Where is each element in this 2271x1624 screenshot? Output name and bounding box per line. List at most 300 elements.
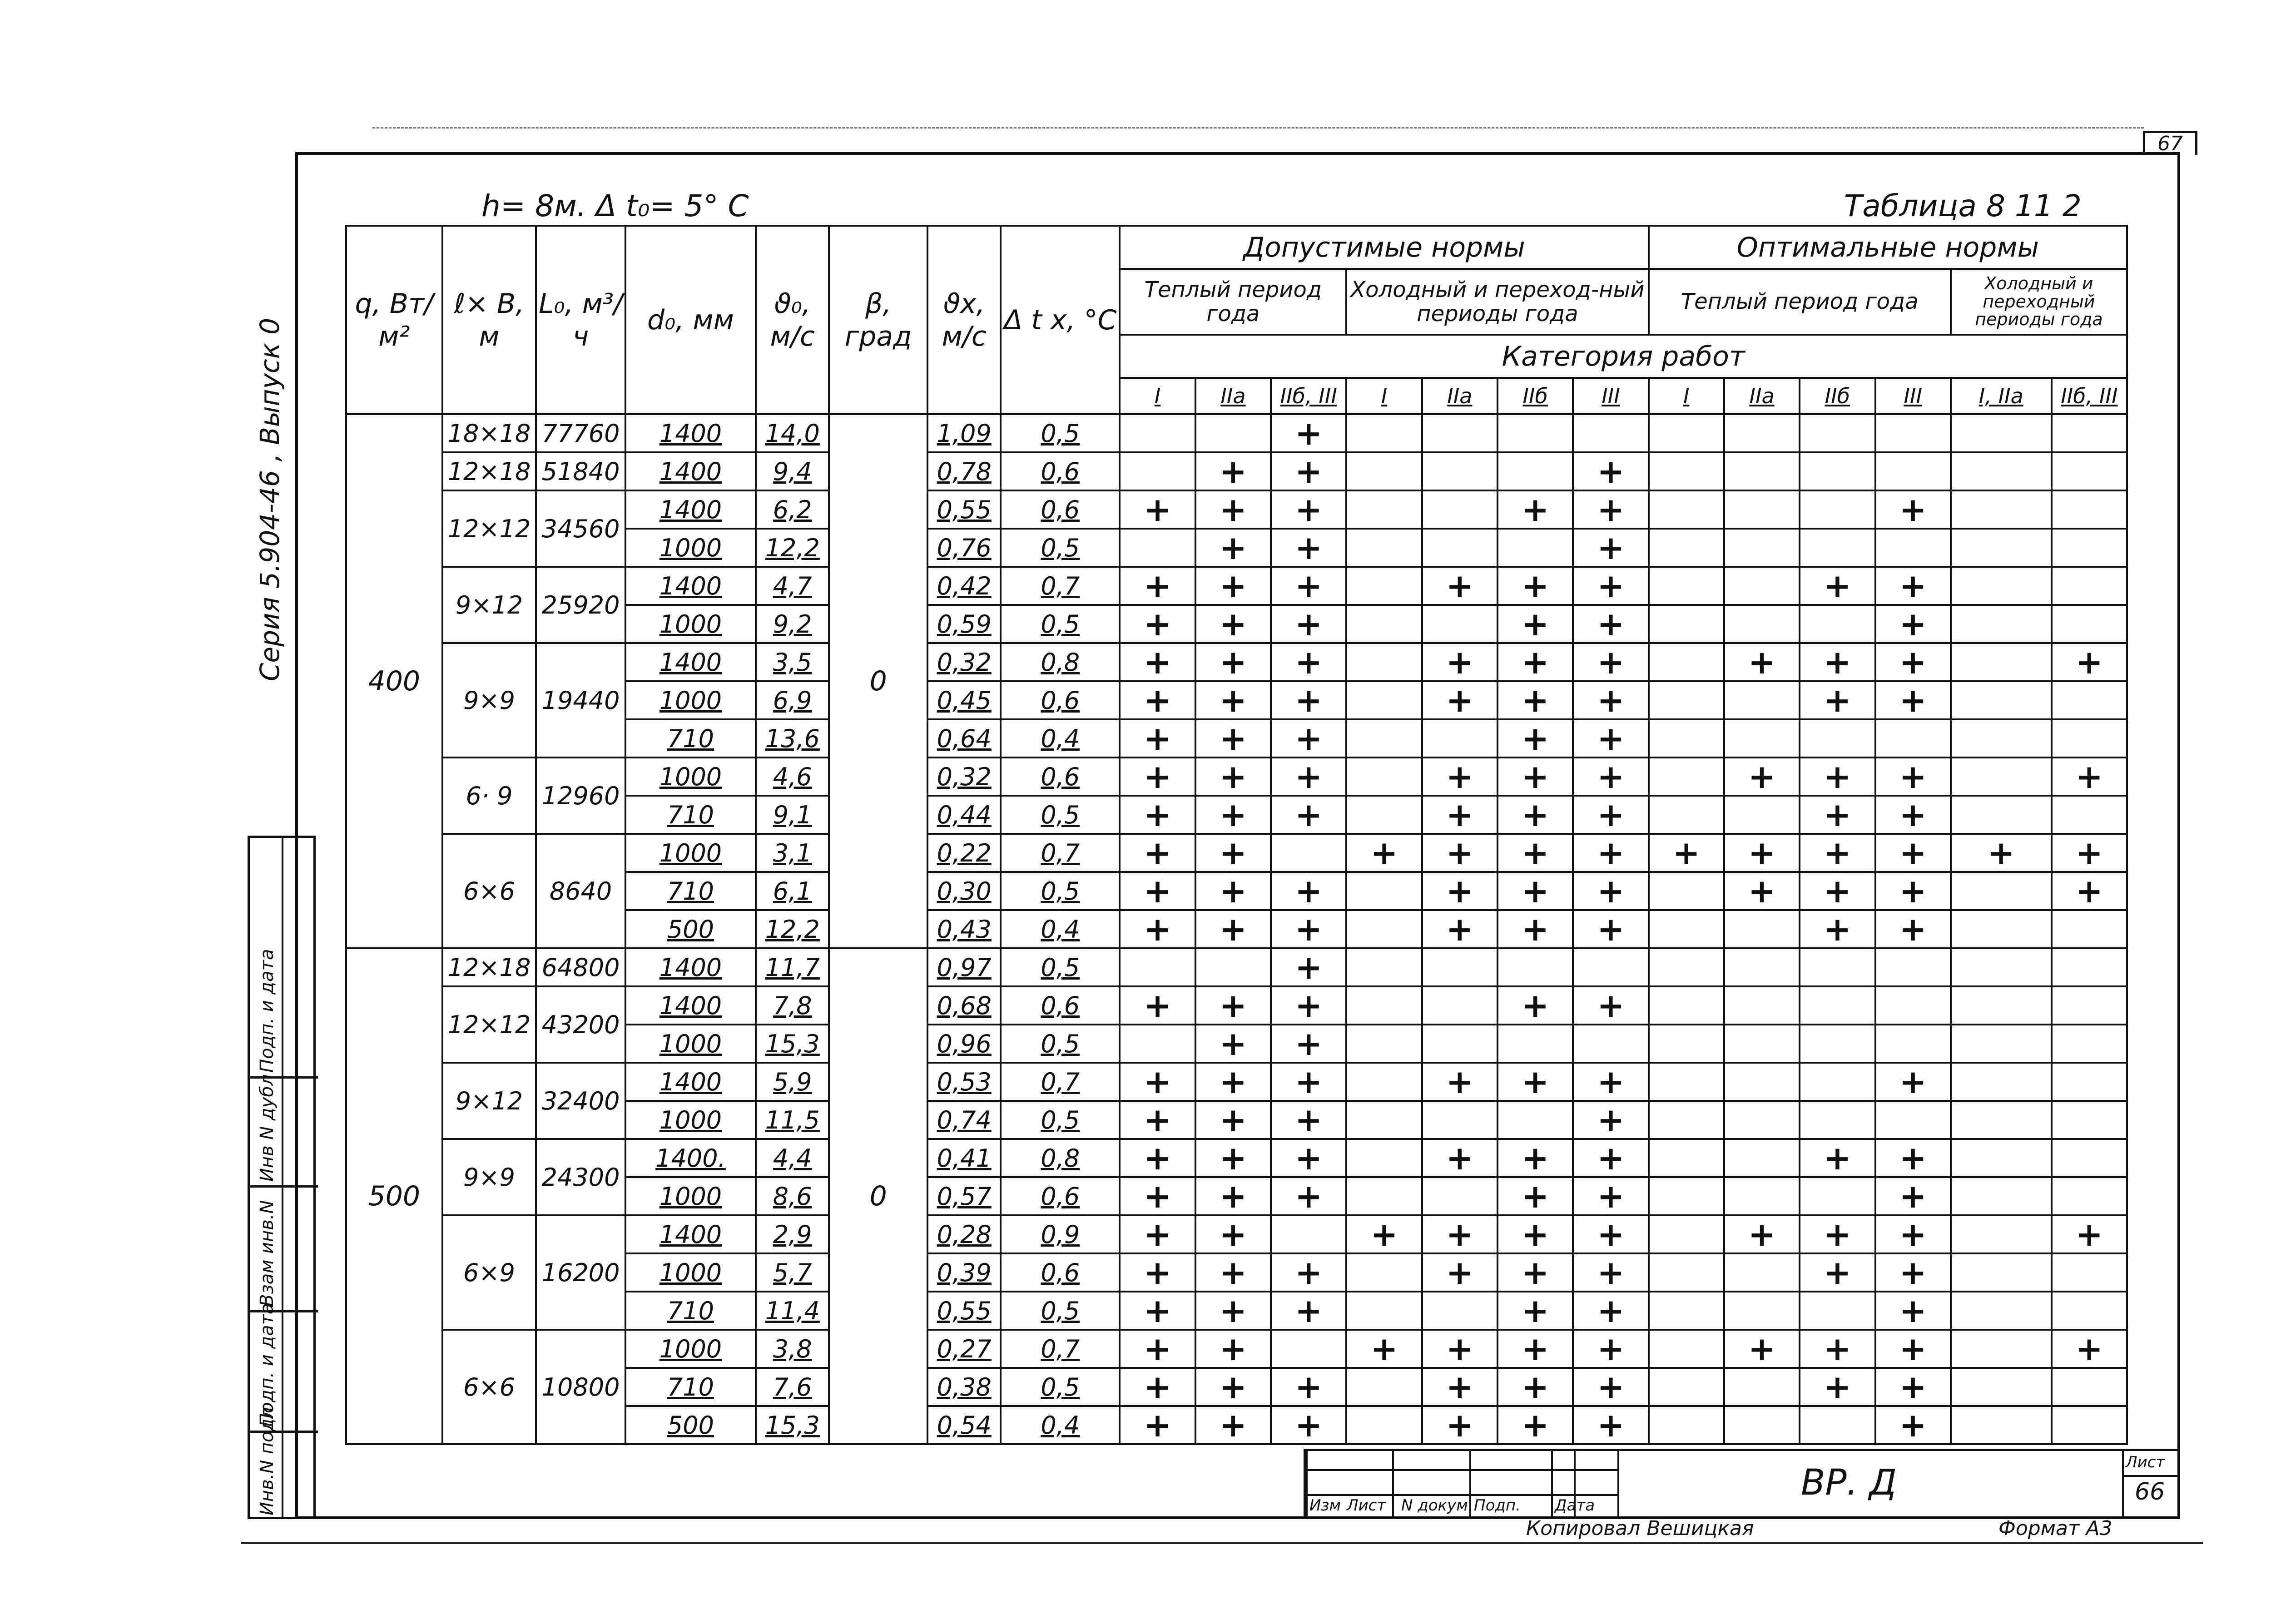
compliance-mark: + [1195, 681, 1271, 719]
compliance-mark [1649, 414, 1724, 452]
compliance-mark: + [2052, 643, 2127, 681]
temp-difference-value: 0,7 [1001, 1063, 1120, 1101]
compliance-mark [1800, 986, 1875, 1025]
compliance-mark [1346, 1177, 1422, 1215]
compliance-mark [1346, 452, 1422, 490]
compliance-mark: + [1800, 796, 1875, 834]
compliance-mark: + [1724, 872, 1800, 910]
airflow-value: 12960 [536, 758, 625, 834]
outlet-velocity-value: 14,0 [756, 414, 829, 452]
compliance-mark: + [1271, 719, 1346, 758]
compliance-mark [1422, 490, 1497, 529]
compliance-mark [1951, 414, 2052, 452]
tb-col-izm: Изм [1309, 1496, 1341, 1515]
compliance-mark: + [1422, 643, 1497, 681]
compliance-mark: + [1573, 758, 1648, 796]
diffuser-diameter-value: 1000 [625, 1253, 756, 1292]
heat-load-value: 400 [346, 414, 442, 948]
compliance-mark [1724, 1025, 1800, 1063]
compliance-mark [1951, 948, 2052, 986]
compliance-mark [1951, 1177, 2052, 1215]
stamp-cell-sign-date-1 [250, 1303, 318, 1433]
temp-difference-value: 0,5 [1001, 1292, 1120, 1330]
outlet-velocity-value: 2,9 [756, 1215, 829, 1253]
sheet-number: 66 [2135, 1478, 2165, 1505]
bottom-line [241, 1542, 2203, 1544]
outlet-velocity-value: 6,2 [756, 490, 829, 529]
outlet-velocity-value: 3,8 [756, 1330, 829, 1368]
compliance-mark [1875, 529, 1951, 567]
compliance-mark: + [1724, 834, 1800, 872]
airflow-value: 43200 [536, 986, 625, 1063]
compliance-mark [2052, 796, 2127, 834]
header-warm-period: Теплый период года [1120, 269, 1346, 335]
compliance-mark: + [1195, 834, 1271, 872]
compliance-mark [1422, 719, 1497, 758]
compliance-mark [1422, 1292, 1497, 1330]
compliance-mark [1346, 1063, 1422, 1101]
compliance-mark: + [1271, 643, 1346, 681]
airflow-value: 64800 [536, 948, 625, 986]
compliance-mark: + [1422, 1368, 1497, 1406]
stamp-label: Инв.N подл [257, 1407, 278, 1515]
airflow-value: 10800 [536, 1330, 625, 1444]
room-size-value: 6×6 [442, 834, 536, 948]
compliance-mark: + [1724, 1215, 1800, 1253]
compliance-mark: + [1271, 490, 1346, 529]
header-warm-period-optimal: Теплый период года [1649, 269, 1951, 335]
diffuser-diameter-value: 1400. [625, 1139, 756, 1177]
diffuser-diameter-value: 1400 [625, 948, 756, 986]
sheet-corner-number: 67 [2143, 131, 2197, 155]
temp-difference-value: 0,6 [1001, 758, 1120, 796]
table-row [346, 834, 2127, 872]
compliance-mark: + [1120, 1139, 1195, 1177]
compliance-mark: + [1497, 681, 1573, 719]
compliance-mark [1724, 529, 1800, 567]
stamp-label: Подп. и дата [257, 949, 278, 1073]
compliance-mark: + [1573, 796, 1648, 834]
compliance-mark [1422, 1025, 1497, 1063]
diffuser-diameter-value: 500 [625, 1406, 756, 1444]
compliance-mark: + [1573, 452, 1648, 490]
compliance-mark: + [1422, 1330, 1497, 1368]
room-size-value: 12×18 [442, 948, 536, 986]
compliance-mark: + [1195, 490, 1271, 529]
compliance-mark [2052, 1406, 2127, 1444]
compliance-mark: + [1875, 605, 1951, 643]
room-size-value: 6×6 [442, 1330, 536, 1444]
compliance-mark: + [1271, 948, 1346, 986]
compliance-mark: + [1875, 1406, 1951, 1444]
compliance-mark [1951, 681, 2052, 719]
compliance-mark: + [1271, 605, 1346, 643]
compliance-mark [1573, 948, 1648, 986]
compliance-mark: + [1649, 834, 1724, 872]
diffuser-diameter-value: 1400 [625, 490, 756, 529]
zone-velocity-value: 0,68 [927, 986, 1001, 1025]
compliance-mark: + [1800, 681, 1875, 719]
compliance-mark [1346, 567, 1422, 605]
compliance-mark [2052, 719, 2127, 758]
table-row [346, 1330, 2127, 1368]
diffuser-diameter-value: 1000 [625, 605, 756, 643]
zone-velocity-value: 0,55 [927, 1292, 1001, 1330]
col-header-vx: ϑх, м/с [927, 226, 1001, 414]
tb-line [1306, 1451, 1308, 1517]
compliance-mark: + [2052, 758, 2127, 796]
zone-velocity-value: 0,74 [927, 1101, 1001, 1139]
compliance-mark [2052, 1139, 2127, 1177]
compliance-mark: + [1724, 758, 1800, 796]
compliance-mark: + [1800, 910, 1875, 948]
compliance-mark: + [1800, 1368, 1875, 1406]
compliance-mark: + [1875, 1368, 1951, 1406]
compliance-mark: + [1800, 1215, 1875, 1253]
compliance-mark [1649, 681, 1724, 719]
zone-velocity-value: 0,42 [927, 567, 1001, 605]
compliance-mark [1649, 1406, 1724, 1444]
compliance-mark [1724, 796, 1800, 834]
temp-difference-value: 0,6 [1001, 986, 1120, 1025]
compliance-mark: + [1875, 796, 1951, 834]
diffuser-diameter-value: 1000 [625, 1025, 756, 1063]
compliance-mark: + [1573, 567, 1648, 605]
compliance-mark: + [1573, 1406, 1648, 1444]
compliance-mark: + [1195, 452, 1271, 490]
compliance-mark: + [1800, 643, 1875, 681]
col-header-beta: β, град [829, 226, 927, 414]
tb-col-sign: Подп. [1474, 1496, 1521, 1515]
temp-difference-value: 0,7 [1001, 834, 1120, 872]
outlet-velocity-value: 3,1 [756, 834, 829, 872]
compliance-mark: + [1573, 1292, 1648, 1330]
table-heading: h= 8м. Δ t₀= 5° С [481, 188, 749, 223]
category-header: I [1120, 378, 1195, 414]
stamp-cell-replace-inv [250, 1188, 318, 1312]
compliance-mark: + [1573, 986, 1648, 1025]
compliance-mark [2052, 605, 2127, 643]
compliance-mark: + [1573, 834, 1648, 872]
compliance-mark: + [1271, 758, 1346, 796]
compliance-mark: + [1875, 567, 1951, 605]
compliance-mark: + [1800, 872, 1875, 910]
compliance-mark: + [1271, 1101, 1346, 1139]
stamp-cell-sign-date-2 [250, 838, 318, 1079]
diffuser-diameter-value: 1000 [625, 834, 756, 872]
compliance-mark [1497, 529, 1573, 567]
compliance-mark: + [1120, 872, 1195, 910]
compliance-mark [1951, 719, 2052, 758]
compliance-mark [1724, 605, 1800, 643]
tb-col-doc: N докум [1401, 1496, 1468, 1515]
compliance-mark: + [1573, 490, 1648, 529]
compliance-mark [1800, 719, 1875, 758]
temp-difference-value: 0,5 [1001, 414, 1120, 452]
diffuser-diameter-value: 1400 [625, 414, 756, 452]
table-row [346, 490, 2127, 529]
tb-col-list: Лист [1347, 1496, 1386, 1515]
compliance-mark: + [1875, 1253, 1951, 1292]
compliance-mark: + [1422, 681, 1497, 719]
compliance-mark [1951, 1330, 2052, 1368]
room-size-value: 18×18 [442, 414, 536, 452]
compliance-mark: + [1120, 719, 1195, 758]
zone-velocity-value: 0,55 [927, 490, 1001, 529]
compliance-mark [1951, 1139, 2052, 1177]
compliance-mark [1875, 452, 1951, 490]
compliance-mark: + [1195, 1253, 1271, 1292]
compliance-mark [1951, 758, 2052, 796]
outlet-velocity-value: 4,4 [756, 1139, 829, 1177]
table-row [346, 948, 2127, 986]
compliance-mark [1422, 1177, 1497, 1215]
temp-difference-value: 0,5 [1001, 1368, 1120, 1406]
compliance-mark: + [1195, 758, 1271, 796]
compliance-mark [2052, 529, 2127, 567]
compliance-mark [1649, 948, 1724, 986]
compliance-mark: + [1573, 872, 1648, 910]
compliance-mark [1800, 605, 1875, 643]
temp-difference-value: 0,4 [1001, 910, 1120, 948]
angle-value: 0 [829, 414, 927, 948]
stamp-cell-dup-inv [250, 1074, 318, 1188]
compliance-mark: + [1875, 1177, 1951, 1215]
compliance-mark [1271, 834, 1346, 872]
compliance-mark [1422, 1101, 1497, 1139]
compliance-mark [2052, 910, 2127, 948]
compliance-mark [1724, 910, 1800, 948]
compliance-mark [1724, 1253, 1800, 1292]
outlet-velocity-value: 15,3 [756, 1025, 829, 1063]
zone-velocity-value: 0,44 [927, 796, 1001, 834]
ventilation-table [345, 225, 2128, 1445]
compliance-mark [1346, 910, 1422, 948]
temp-difference-value: 0,6 [1001, 1253, 1120, 1292]
compliance-mark [2052, 1025, 2127, 1063]
compliance-mark: + [2052, 834, 2127, 872]
compliance-mark [1346, 681, 1422, 719]
compliance-mark [1497, 1101, 1573, 1139]
outlet-velocity-value: 5,7 [756, 1253, 829, 1292]
compliance-mark: + [1195, 1368, 1271, 1406]
compliance-mark [1724, 1292, 1800, 1330]
category-header: I, IIа [1951, 378, 2052, 414]
compliance-mark [1875, 1101, 1951, 1139]
compliance-mark: + [1875, 1292, 1951, 1330]
compliance-mark: + [1195, 529, 1271, 567]
compliance-mark [1497, 414, 1573, 452]
compliance-mark: + [1195, 986, 1271, 1025]
zone-velocity-value: 0,28 [927, 1215, 1001, 1253]
compliance-mark [2052, 414, 2127, 452]
compliance-mark [1649, 1025, 1724, 1063]
compliance-mark: + [1271, 529, 1346, 567]
compliance-mark [1724, 490, 1800, 529]
table-row [346, 1063, 2127, 1101]
compliance-mark [1195, 414, 1271, 452]
compliance-mark: + [1195, 567, 1271, 605]
compliance-mark: + [1573, 529, 1648, 567]
temp-difference-value: 0,6 [1001, 452, 1120, 490]
compliance-mark: + [1120, 1368, 1195, 1406]
compliance-mark [1800, 948, 1875, 986]
airflow-value: 34560 [536, 490, 625, 567]
compliance-mark [2052, 567, 2127, 605]
zone-velocity-value: 0,97 [927, 948, 1001, 986]
compliance-mark [1346, 719, 1422, 758]
compliance-mark [1497, 1025, 1573, 1063]
compliance-mark: + [1422, 567, 1497, 605]
sheet-format: Формат А3 [1998, 1517, 2112, 1540]
compliance-mark: + [1422, 1063, 1497, 1101]
compliance-mark [2052, 1063, 2127, 1101]
airflow-value: 25920 [536, 567, 625, 643]
compliance-mark: + [2052, 872, 2127, 910]
outlet-velocity-value: 12,2 [756, 910, 829, 948]
compliance-mark [1271, 1330, 1346, 1368]
category-header: IIб [1800, 378, 1875, 414]
airflow-value: 16200 [536, 1215, 625, 1330]
temp-difference-value: 0,4 [1001, 1406, 1120, 1444]
zone-velocity-value: 0,53 [927, 1063, 1001, 1101]
compliance-mark [1951, 605, 2052, 643]
compliance-mark: + [1875, 643, 1951, 681]
compliance-mark: + [1497, 1330, 1573, 1368]
tb-line [1551, 1451, 1553, 1517]
compliance-mark [1422, 452, 1497, 490]
compliance-mark [1649, 910, 1724, 948]
compliance-mark [1951, 567, 2052, 605]
outlet-velocity-value: 9,4 [756, 452, 829, 490]
airflow-value: 32400 [536, 1063, 625, 1139]
table-row [346, 758, 2127, 796]
compliance-mark [1875, 1025, 1951, 1063]
compliance-mark: + [1120, 1292, 1195, 1330]
outlet-velocity-value: 4,6 [756, 758, 829, 796]
compliance-mark: + [1573, 1368, 1648, 1406]
compliance-mark [1346, 605, 1422, 643]
temp-difference-value: 0,8 [1001, 1139, 1120, 1177]
diffuser-diameter-value: 710 [625, 796, 756, 834]
compliance-mark [2052, 948, 2127, 986]
zone-velocity-value: 0,32 [927, 643, 1001, 681]
outlet-velocity-value: 11,5 [756, 1101, 829, 1139]
compliance-mark: + [1195, 1330, 1271, 1368]
outlet-velocity-value: 12,2 [756, 529, 829, 567]
compliance-mark: + [1422, 796, 1497, 834]
compliance-mark: + [1875, 681, 1951, 719]
compliance-mark: + [1422, 758, 1497, 796]
compliance-mark [1951, 452, 2052, 490]
room-size-value: 12×12 [442, 490, 536, 567]
compliance-mark: + [1497, 1406, 1573, 1444]
compliance-mark: + [1497, 1368, 1573, 1406]
series-label: Серия 5.904-46 , Выпуск 0 [254, 317, 285, 681]
compliance-mark [1346, 490, 1422, 529]
temp-difference-value: 0,6 [1001, 490, 1120, 529]
temp-difference-value: 0,9 [1001, 1215, 1120, 1253]
zone-velocity-value: 0,38 [927, 1368, 1001, 1406]
compliance-mark [1346, 1406, 1422, 1444]
tb-line [1617, 1451, 1619, 1517]
compliance-mark [1951, 1253, 2052, 1292]
compliance-mark: + [1195, 719, 1271, 758]
compliance-mark: + [1271, 796, 1346, 834]
airflow-value: 24300 [536, 1139, 625, 1215]
room-size-value: 12×18 [442, 452, 536, 490]
compliance-mark: + [1573, 643, 1648, 681]
sheet-number-divider [2122, 1475, 2180, 1477]
temp-difference-value: 0,7 [1001, 1330, 1120, 1368]
compliance-mark: + [1120, 681, 1195, 719]
compliance-mark [1800, 529, 1875, 567]
compliance-mark: + [1422, 1215, 1497, 1253]
compliance-mark: + [1120, 1215, 1195, 1253]
compliance-mark [1724, 414, 1800, 452]
compliance-mark: + [1497, 834, 1573, 872]
compliance-mark [1195, 948, 1271, 986]
compliance-mark [1649, 719, 1724, 758]
compliance-mark [1346, 1139, 1422, 1177]
compliance-mark: + [1120, 910, 1195, 948]
compliance-mark: + [1271, 681, 1346, 719]
compliance-mark [1951, 490, 2052, 529]
compliance-mark [1800, 490, 1875, 529]
compliance-mark [1573, 1025, 1648, 1063]
temp-difference-value: 0,6 [1001, 681, 1120, 719]
room-size-value: 9×9 [442, 643, 536, 758]
compliance-mark [1346, 948, 1422, 986]
outlet-velocity-value: 13,6 [756, 719, 829, 758]
diffuser-diameter-value: 1400 [625, 1215, 756, 1253]
title-block [1304, 1449, 2180, 1519]
zone-velocity-value: 0,45 [927, 681, 1001, 719]
compliance-mark: + [1497, 796, 1573, 834]
compliance-mark [1951, 1368, 2052, 1406]
compliance-mark: + [1195, 1139, 1271, 1177]
room-size-value: 6×9 [442, 1215, 536, 1330]
compliance-mark [1724, 1101, 1800, 1139]
temp-difference-value: 0,5 [1001, 1101, 1120, 1139]
compliance-mark [1951, 1025, 2052, 1063]
compliance-mark [1951, 1101, 2052, 1139]
col-header-d0: d₀, мм [625, 226, 756, 414]
temp-difference-value: 0,7 [1001, 567, 1120, 605]
compliance-mark [1800, 414, 1875, 452]
compliance-mark: + [1271, 1292, 1346, 1330]
compliance-mark: + [1497, 567, 1573, 605]
compliance-mark [1800, 1063, 1875, 1101]
compliance-mark [1649, 1177, 1724, 1215]
compliance-mark [1951, 796, 2052, 834]
zone-velocity-value: 0,96 [927, 1025, 1001, 1063]
temp-difference-value: 0,5 [1001, 529, 1120, 567]
diffuser-diameter-value: 1400 [625, 986, 756, 1025]
compliance-mark: + [1120, 1101, 1195, 1139]
compliance-mark: + [1497, 1215, 1573, 1253]
table-row [346, 1215, 2127, 1253]
zone-velocity-value: 0,78 [927, 452, 1001, 490]
temp-difference-value: 0,5 [1001, 1025, 1120, 1063]
col-header-lxb: ℓ× В, м [442, 226, 536, 414]
compliance-mark [1649, 1101, 1724, 1139]
compliance-mark [1649, 1368, 1724, 1406]
compliance-mark [1951, 872, 2052, 910]
room-size-value: 9×12 [442, 1063, 536, 1139]
compliance-mark [1724, 681, 1800, 719]
room-size-value: 6· 9 [442, 758, 536, 834]
